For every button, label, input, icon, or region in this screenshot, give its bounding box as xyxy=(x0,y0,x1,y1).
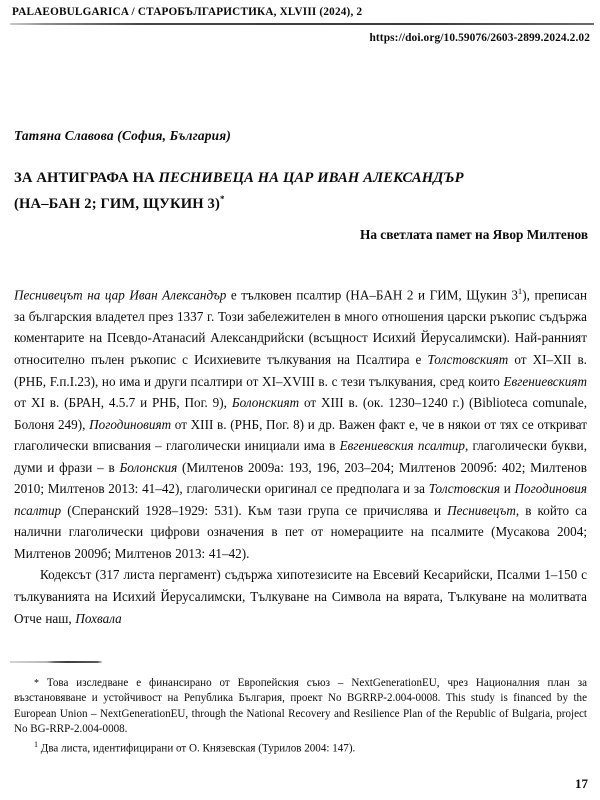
body-run-2: ), преписан за българския владетел през 1337 г. Този забележителен в много отношения царски ръкопис съдържа коментарите на Псевдо-Атанасий Александрийски (всъщност Исихий Йерусалимски). Най-ранният относително пълен ръкопис с Исихиевите тълкувания на Псалтира е xyxy=(14,287,588,368)
title-upright-part: ЗА АНТИГРАФА НА xyxy=(14,170,159,186)
body-text xyxy=(14,281,587,629)
footnote-star-text: Това изследване е финансирано от Европейския съюз – NextGenerationEU, чрез Националния план за възстановяване и устойчивост на Република България, проект No BGRRP-2.004-0008. This study is financed by the European Union – NextGenerationEU, through the National Recovery and Resilience Plan of the Republic of Bulgaria, project No BG-RRP-2.004-0008. xyxy=(14,677,587,735)
footnote-star-marker: * xyxy=(34,678,40,689)
footnote-one xyxy=(14,737,587,757)
manuscript-pogodinovia-psaltir: Погодиновия псалтир xyxy=(14,481,587,518)
dedication-line: На светлата памет на Явор Милтенов xyxy=(359,227,588,242)
manuscript-tolstovski: Толстовският xyxy=(427,352,509,368)
manuscript-pogodinov: Погодиновият xyxy=(89,416,172,432)
body-run-10: (Сперанский 1928–1929: 531). Към тази група се причислява и xyxy=(61,502,448,518)
manuscript-evgenievski-psaltir: Евгениевския псалтир xyxy=(339,438,466,454)
manuscript-bolonskia: Болонския xyxy=(119,459,178,475)
title-second-line: (НА–БАН 2; ГИМ, ЩУКИН 3) xyxy=(14,195,220,212)
doi-text: https://doi.org/10.59076/2603-2899.2024.2.02 xyxy=(369,32,590,44)
body-run-1: е тълковен псалтир (НА–БАН 2 и ГИМ, Щукин 3 xyxy=(226,287,518,303)
manuscript-tolstovskia: Толстовския xyxy=(428,481,500,497)
footnote-ref-1[interactable]: 1 xyxy=(517,286,523,296)
footnote-star xyxy=(14,676,587,737)
work-title-pesnivetsat: Песнивецът xyxy=(447,502,516,518)
footnotes-block xyxy=(14,676,587,757)
title-italic-part: ПЕСНИВЕЦА НА ЦАР ИВАН АЛЕКСАНДЪР xyxy=(158,170,464,186)
paragraph-2 xyxy=(14,564,587,629)
running-head: PALAEOBULGARICA / СТАРОБЪЛГАРИСТИКА, XLVIII (2024), 2 xyxy=(12,6,363,18)
body-run-7: , глаголически букви, думи и фрази – в xyxy=(14,438,587,475)
body-run-4: от XI в. (БРАН, 4.5.7 и РНБ, Пог. 9), xyxy=(14,395,232,411)
footnote-separator-rule xyxy=(10,661,102,663)
author-line: Татяна Славова (София, България) xyxy=(14,128,232,143)
header-rule xyxy=(10,23,594,25)
footnote-one-marker: 1 xyxy=(34,740,39,750)
paragraph-1 xyxy=(14,281,587,564)
body-run-3: от XI–XII в. (РНБ, F.п.I.23), но има и други псалтири от XI–XVIII в. с тези тълкувания, сред които xyxy=(14,352,587,389)
manuscript-evgenievski: Евгениевският xyxy=(503,373,587,389)
work-title-pesnivets: Песнивецът на цар Иван Александър xyxy=(14,287,227,303)
body-run-11: , в който са налични глаголически цифрови означения в пет от номерациите на псалмите (Мусакова 2004; Милтенов 2009б; Милтенов 2013: 41–42). xyxy=(14,502,587,561)
body-run-8: (Милтенов 2009а: 193, 196, 203–204; Милтенов 2009б: 402; Милтенов 2010; Милтенов 2013: 41–42), глаголически оригинал се предполага и за xyxy=(14,459,587,497)
body-run-12: Кодексът (317 листа пергамент) съдържа хипотезисите на Евсевий Кесарийски, Псалми 1–150 с тълкуванията на Исихий Йерусалимски, Тълкуване на Символа на вярата, Тълкуване на молитвата Отче наш, xyxy=(14,567,587,626)
work-title-pohvala: Похвала xyxy=(75,610,122,626)
article-title xyxy=(14,168,588,215)
title-footnote-marker: * xyxy=(219,194,225,204)
body-run-6: от XIII в. (РНБ, Пог. 8) и др. Важен факт е, че в някои от тях се откриват глаголически вписвания – глаголически инициали има в xyxy=(14,416,587,454)
manuscript-bolonski: Болонският xyxy=(231,395,300,411)
page-number: 17 xyxy=(575,776,588,791)
footnote-one-text: Два листа, идентифицирани от О. Князевская (Турилов 2004: 147). xyxy=(38,742,356,755)
body-run-9: и xyxy=(499,481,515,497)
body-run-5: от XIII в. (ок. 1230–1240 г.) (Biblioteca comunale, Болоня 249), xyxy=(14,395,587,432)
